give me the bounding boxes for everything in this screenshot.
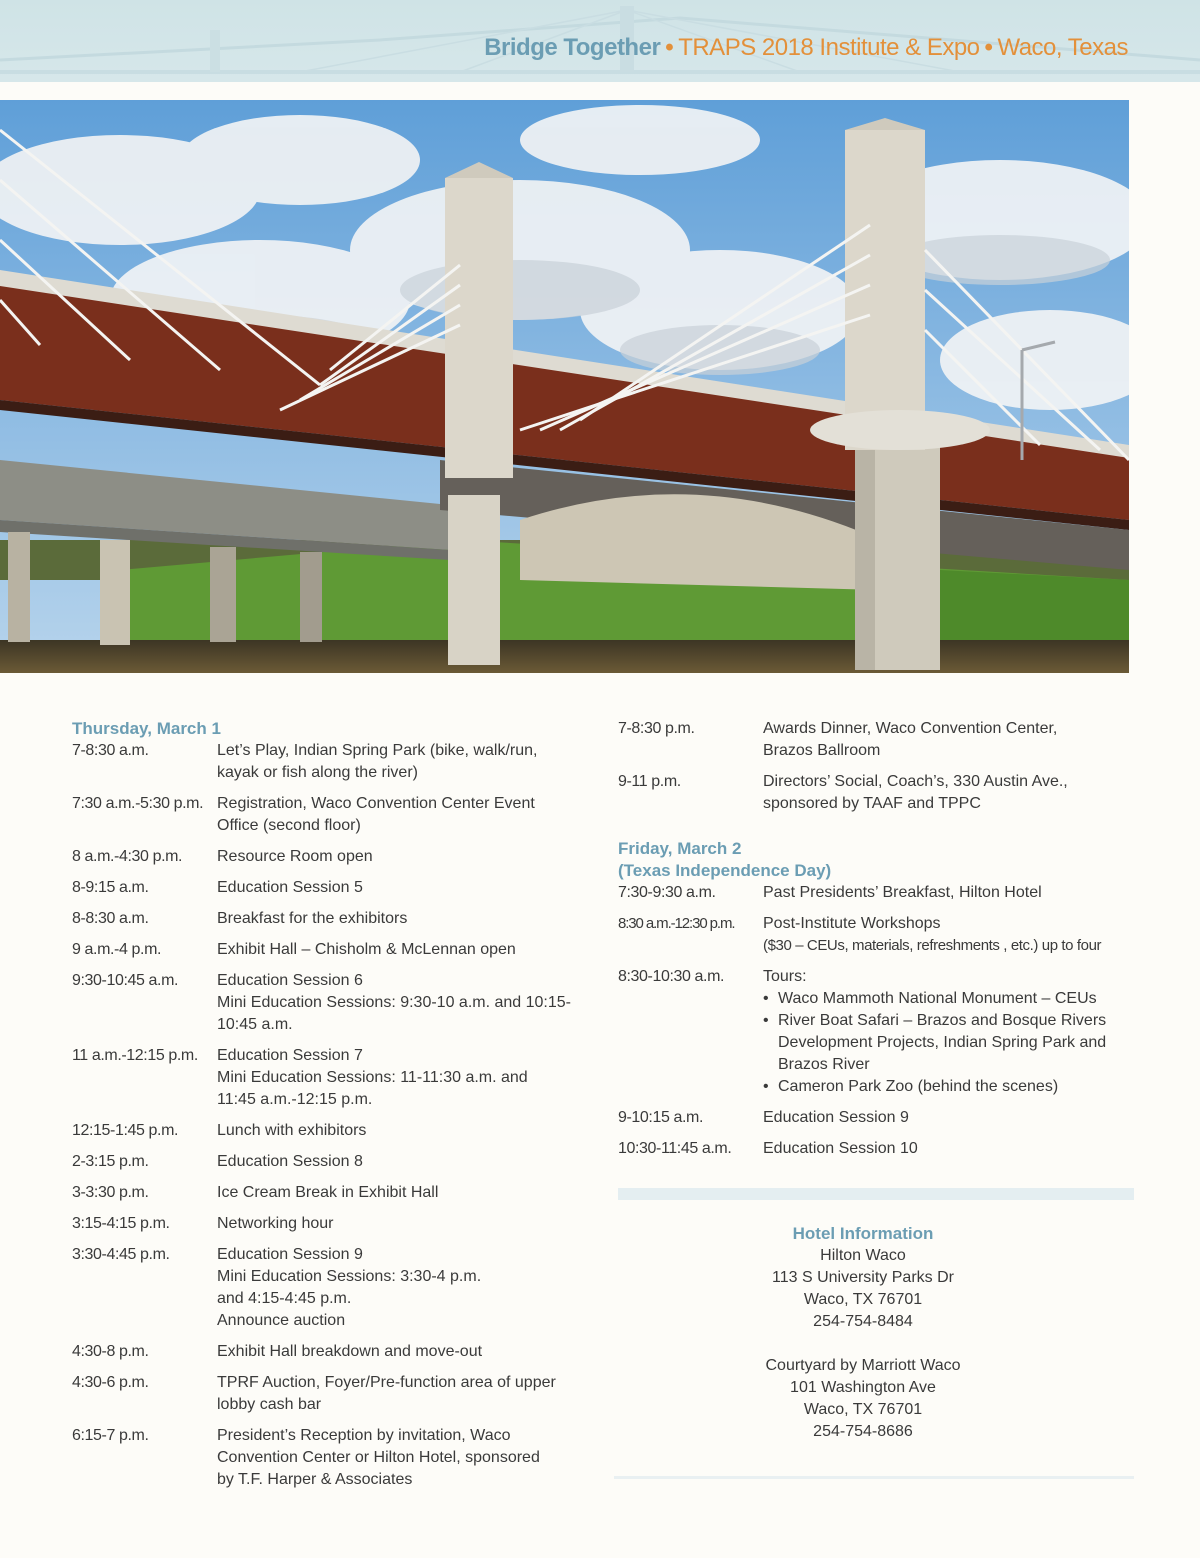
schedule-time: 7-8:30 a.m. — [72, 742, 149, 759]
description-line: President’s Reception by invitation, Waco — [217, 1427, 511, 1444]
schedule-time: 6:15-7 p.m. — [72, 1427, 149, 1444]
description-line: Convention Center or Hilton Hotel, sponsored — [217, 1449, 540, 1466]
description-line: Announce auction — [217, 1312, 346, 1329]
schedule-row — [618, 1107, 1134, 1129]
description-line: Networking hour — [217, 1215, 334, 1232]
day-heading-thursday: Thursday, March 1 — [72, 719, 221, 738]
schedule-description — [763, 1138, 1134, 1160]
schedule-time: 7:30-9:30 a.m. — [618, 884, 716, 901]
description-line: kayak or fish along the river) — [217, 764, 418, 781]
schedule-time: 7-8:30 p.m. — [618, 720, 695, 737]
schedule-description — [763, 882, 1134, 904]
hotel-address-line: 101 Washington Ave — [790, 1379, 936, 1396]
description-line: Awards Dinner, Waco Convention Center, — [763, 720, 1058, 737]
hotel-name: Hilton Waco — [820, 1247, 906, 1264]
description-line: Education Session 10 — [763, 1140, 918, 1157]
tour-item — [763, 988, 1134, 1010]
schedule-description — [763, 913, 1134, 957]
thursday-rows — [72, 740, 592, 1491]
description-line: ($30 – CEUs, materials, refreshments , etc.) up to four — [763, 937, 1102, 954]
description-line: Mini Education Sessions: 3:30-4 p.m. — [217, 1268, 482, 1285]
hotel-information — [618, 1223, 1108, 1443]
header-title — [484, 34, 1128, 62]
thursday-evening-rows — [618, 718, 1134, 815]
schedule-row — [618, 913, 1134, 957]
schedule-row — [72, 793, 592, 837]
schedule-row — [72, 1182, 592, 1204]
schedule-description — [763, 771, 1134, 815]
schedule-description — [217, 793, 592, 837]
header-band — [0, 0, 1200, 82]
schedule-row — [618, 1138, 1134, 1160]
schedule-time: 4:30-8 p.m. — [72, 1343, 149, 1360]
hotel-address-line: Waco, TX 76701 — [803, 1401, 923, 1418]
schedule-row — [72, 908, 592, 930]
schedule-description — [217, 1120, 592, 1142]
schedule-description — [763, 1107, 1134, 1129]
description-line: Exhibit Hall – Chisholm & McLennan open — [217, 941, 516, 958]
schedule-time: 8:30 a.m.-12:30 p.m. — [618, 915, 735, 932]
day-heading-friday-subtitle: (Texas Independence Day) — [618, 861, 832, 880]
description-line: Education Session 9 — [763, 1109, 909, 1126]
tour-item-line: Waco Mammoth National Monument – CEUs — [778, 990, 1097, 1007]
schedule-description — [217, 1182, 592, 1204]
description-line: Let’s Play, Indian Spring Park (bike, walk/run, — [217, 742, 538, 759]
schedule-row — [72, 1244, 592, 1332]
schedule-description — [217, 939, 592, 961]
schedule-row — [72, 1120, 592, 1142]
schedule-row — [72, 1372, 592, 1416]
tour-item-line: Development Projects, Indian Spring Park and — [778, 1034, 1107, 1051]
bullet-icon: • — [763, 990, 769, 1007]
tour-item-line: River Boat Safari – Brazos and Bosque Rivers — [778, 1012, 1107, 1029]
schedule-description — [217, 908, 592, 930]
hotel-name: Courtyard by Marriott Waco — [765, 1357, 961, 1374]
schedule-description — [217, 846, 592, 868]
hotel-entry — [618, 1355, 1108, 1443]
bridge-photo — [0, 100, 1129, 673]
hotel-phone: 254-754-8686 — [813, 1423, 913, 1440]
schedule-row — [72, 740, 592, 784]
description-line: lobby cash bar — [217, 1396, 322, 1413]
schedule-time: 9-10:15 a.m. — [618, 1109, 704, 1126]
friday-rows — [618, 882, 1134, 957]
hotel-address-line: Waco, TX 76701 — [803, 1291, 923, 1308]
schedule-description — [763, 718, 1134, 762]
schedule-description — [217, 877, 592, 899]
schedule-description — [217, 1213, 592, 1235]
event-location: Waco, Texas — [997, 34, 1128, 61]
schedule-row — [618, 882, 1134, 904]
schedule-time: 11 a.m.-12:15 p.m. — [72, 1047, 198, 1064]
hotel-heading: Hotel Information — [792, 1224, 934, 1243]
description-line: Registration, Waco Convention Center Event — [217, 795, 535, 812]
schedule-row — [72, 970, 592, 1036]
hotel-spacer — [618, 1333, 1108, 1355]
schedule-time: 3:15-4:15 p.m. — [72, 1215, 170, 1232]
hotel-address-line: 113 S University Parks Dr — [772, 1269, 954, 1286]
schedule-time: 9 a.m.-4 p.m. — [72, 941, 162, 958]
schedule-description — [217, 1151, 592, 1173]
schedule-description — [217, 740, 592, 784]
schedule-row — [72, 846, 592, 868]
description-line: Education Session 9 — [217, 1246, 363, 1263]
description-line: Education Session 5 — [217, 879, 363, 896]
hotel-phone: 254-754-8484 — [813, 1313, 913, 1330]
schedule-time: 7:30 a.m.-5:30 p.m. — [72, 795, 204, 812]
friday-schedule — [618, 718, 1134, 1169]
day-heading-friday: Friday, March 2 — [618, 839, 742, 858]
description-line: Past Presidents’ Breakfast, Hilton Hotel — [763, 884, 1042, 901]
description-line: Office (second floor) — [217, 817, 361, 834]
schedule-time: 12:15-1:45 p.m. — [72, 1122, 179, 1139]
description-line: Resource Room open — [217, 848, 373, 865]
schedule-row — [72, 1045, 592, 1111]
section-divider — [618, 1188, 1134, 1200]
schedule-time: 2-3:15 p.m. — [72, 1153, 149, 1170]
description-line: 10:45 a.m. — [217, 1016, 293, 1033]
separator-dot: • — [665, 34, 674, 61]
hotel-entry — [618, 1245, 1108, 1333]
hotel-list — [618, 1245, 1108, 1443]
schedule-description — [217, 970, 592, 1036]
description-line: TPRF Auction, Foyer/Pre-function area of upper — [217, 1374, 556, 1391]
schedule-time: 8-9:15 a.m. — [72, 879, 149, 896]
description-line: Breakfast for the exhibitors — [217, 910, 408, 927]
tours-label: Tours: — [763, 968, 807, 985]
description-line: Lunch with exhibitors — [217, 1122, 367, 1139]
schedule-row — [618, 718, 1134, 762]
schedule-description — [763, 966, 1134, 1098]
bottom-divider — [614, 1476, 1134, 1479]
event-name: TRAPS 2018 Institute & Expo — [678, 34, 980, 61]
schedule-description — [217, 1045, 592, 1111]
schedule-row — [72, 939, 592, 961]
description-line: Education Session 8 — [217, 1153, 363, 1170]
thursday-schedule — [72, 718, 592, 1500]
schedule-row — [72, 1213, 592, 1235]
friday-rows-after — [618, 1107, 1134, 1160]
bridge-photo-icon — [0, 100, 1129, 673]
schedule-row-tours — [618, 966, 1134, 1098]
tour-item-line: Brazos River — [778, 1056, 870, 1073]
schedule-row — [618, 771, 1134, 815]
description-line: Ice Cream Break in Exhibit Hall — [217, 1184, 439, 1201]
schedule-description — [217, 1425, 592, 1491]
description-line: Mini Education Sessions: 11-11:30 a.m. and — [217, 1069, 528, 1086]
description-line: Directors’ Social, Coach’s, 330 Austin Ave., — [763, 773, 1068, 790]
schedule-time: 4:30-6 p.m. — [72, 1374, 149, 1391]
description-line: Education Session 7 — [217, 1047, 363, 1064]
schedule-time: 9-11 p.m. — [618, 773, 681, 790]
separator-dot: • — [984, 34, 993, 61]
tours-list — [763, 988, 1134, 1098]
description-line: Exhibit Hall breakdown and move-out — [217, 1343, 483, 1360]
schedule-time: 8:30-10:30 a.m. — [618, 968, 725, 985]
schedule-time: 10:30-11:45 a.m. — [618, 1140, 732, 1157]
schedule-row — [72, 1341, 592, 1363]
brand-name: Bridge Together — [484, 34, 661, 61]
bullet-icon: • — [763, 1078, 769, 1095]
schedule-description — [217, 1244, 592, 1332]
schedule-row — [72, 1151, 592, 1173]
tour-item — [763, 1076, 1134, 1098]
schedule-time: 8 a.m.-4:30 p.m. — [72, 848, 183, 865]
description-line: Post-Institute Workshops — [763, 915, 941, 932]
schedule-time: 3:30-4:45 p.m. — [72, 1246, 170, 1263]
description-line: and 4:15-4:45 p.m. — [217, 1290, 352, 1307]
schedule-row — [72, 1425, 592, 1491]
schedule-description — [217, 1341, 592, 1363]
schedule-time: 9:30-10:45 a.m. — [72, 972, 179, 989]
tour-item — [763, 1010, 1134, 1076]
tour-item-line: Cameron Park Zoo (behind the scenes) — [778, 1078, 1059, 1095]
description-line: Education Session 6 — [217, 972, 363, 989]
description-line: by T.F. Harper & Associates — [217, 1471, 413, 1488]
schedule-description — [217, 1372, 592, 1416]
description-line: Brazos Ballroom — [763, 742, 881, 759]
schedule-time: 8-8:30 a.m. — [72, 910, 149, 927]
description-line: Mini Education Sessions: 9:30-10 a.m. and 10:15- — [217, 994, 571, 1011]
schedule-row — [72, 877, 592, 899]
bullet-icon: • — [763, 1012, 769, 1029]
description-line: 11:45 a.m.-12:15 p.m. — [217, 1091, 373, 1108]
schedule-time: 3-3:30 p.m. — [72, 1184, 149, 1201]
description-line: sponsored by TAAF and TPPC — [763, 795, 981, 812]
